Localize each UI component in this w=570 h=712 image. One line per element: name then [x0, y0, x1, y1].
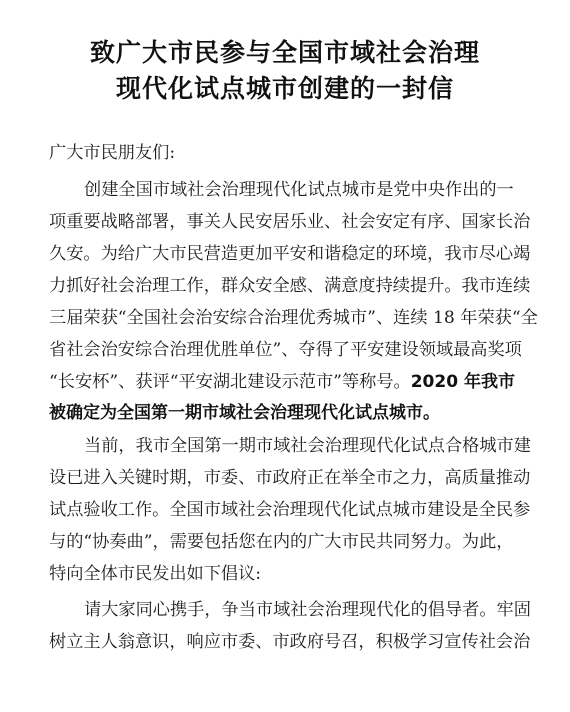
p2-line-1: 当前，我市全国第一期市域社会治理现代化试点合格城市建 — [84, 436, 531, 456]
p1-line-1: 创建全国市域社会治理现代化试点城市是党中央作出的一 — [84, 180, 514, 200]
p1-line-5: 三届荣获“全国社会治安综合治理优秀城市”、连续 18 年荣获“全 — [49, 308, 538, 328]
p1-line-7-text: “长安杯”、获评“平安湖北建设示范市”等称号。 — [49, 372, 411, 392]
p2-line-4: 与的“协奏曲”，需要包括您在内的广大市民共同努力。为此， — [49, 532, 514, 552]
p1-line-3: 久安。为给广大市民营造更加平安和谐稳定的环境，我市尽心竭 — [49, 244, 531, 264]
p3-line-1: 请大家同心携手，争当市域社会治理现代化的倡导者。牢固 — [84, 600, 531, 620]
p1-line-2: 项重要战略部署，事关人民安居乐业、社会安定有序、国家长治 — [49, 212, 531, 232]
p1-bold-tail: 2020 年我市 — [410, 372, 515, 392]
p2-line-5: 特向全体市民发出如下倡议: — [49, 564, 262, 584]
salutation: 广大市民朋友们: — [49, 143, 176, 163]
p1-line-4: 力抓好社会治理工作，群众安全感、满意度持续提升。我市连续 — [49, 276, 531, 296]
p2-line-3: 试点验收工作。全国市域社会治理现代化试点城市建设是全民参 — [49, 500, 531, 520]
letter-title-line-2: 现代化试点城市创建的一封信 — [115, 74, 454, 103]
p1-bold-line: 被确定为全国第一期市域社会治理现代化试点城市。 — [49, 403, 440, 423]
p3-line-2: 树立主人翁意识，响应市委、市政府号召，积极学习宣传社会治 — [49, 632, 531, 652]
letter-title-line-1: 致广大市民参与全国市域社会治理 — [89, 38, 480, 67]
p2-line-2: 设已进入关键时期，市委、市政府正在举全市之力，高质量推动 — [49, 468, 531, 488]
p1-line-6: 省社会治安综合治理优胜单位”、夺得了平安建设领域最高奖项 — [49, 340, 522, 360]
p1-line-7 — [49, 374, 515, 391]
